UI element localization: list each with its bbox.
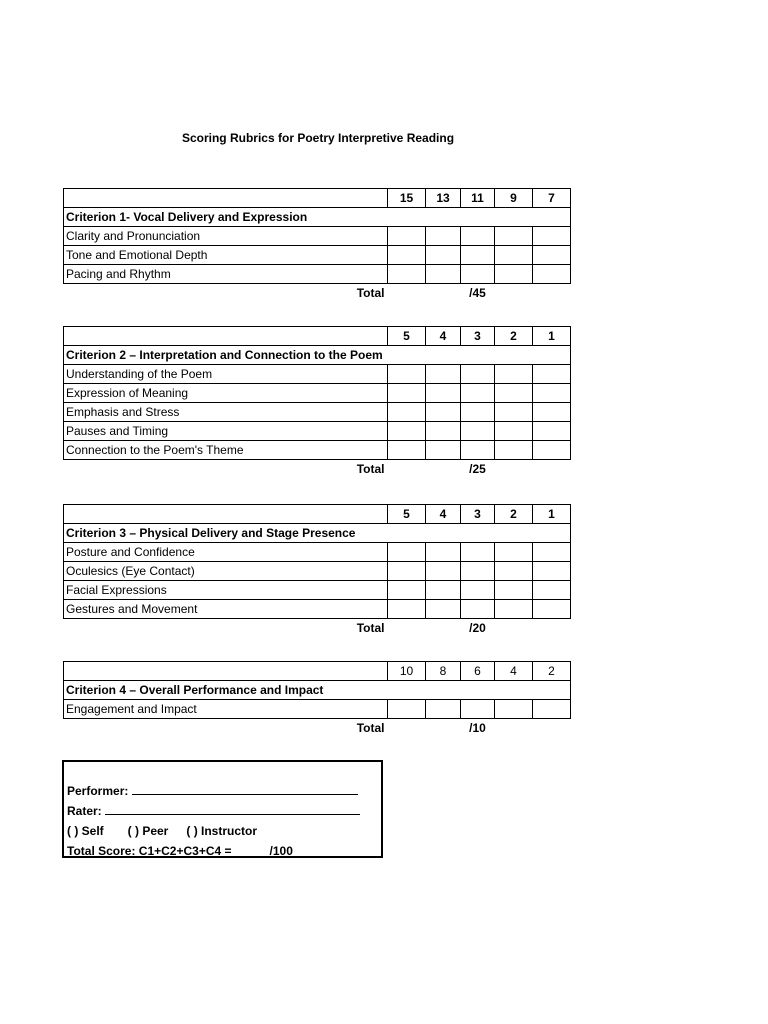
- score-cell[interactable]: [495, 227, 533, 246]
- score-cell[interactable]: [461, 246, 495, 265]
- score-cell[interactable]: [426, 543, 461, 562]
- performer-field[interactable]: [132, 784, 358, 795]
- score-header: 3: [461, 505, 495, 524]
- score-header: 3: [461, 327, 495, 346]
- rubric-item: Tone and Emotional Depth: [64, 246, 388, 265]
- score-cell[interactable]: [533, 581, 571, 600]
- rater-label: Rater:: [67, 804, 102, 818]
- score-cell[interactable]: [388, 246, 426, 265]
- score-cell[interactable]: [533, 384, 571, 403]
- rubric-item: Expression of Meaning: [64, 384, 388, 403]
- score-cell[interactable]: [461, 600, 495, 619]
- rater-type-options: [67, 824, 257, 838]
- score-cell[interactable]: [426, 581, 461, 600]
- score-cell[interactable]: [461, 562, 495, 581]
- total-score-value: /100: [269, 844, 293, 858]
- rubric-item: Gestures and Movement: [64, 600, 388, 619]
- empty-cell: [64, 505, 388, 524]
- score-cell[interactable]: [533, 441, 571, 460]
- score-header: 11: [461, 189, 495, 208]
- score-cell[interactable]: [461, 422, 495, 441]
- score-cell[interactable]: [426, 700, 461, 719]
- score-header: 13: [426, 189, 461, 208]
- score-cell[interactable]: [388, 422, 426, 441]
- score-cell[interactable]: [495, 543, 533, 562]
- score-header: 6: [461, 662, 495, 681]
- score-cell[interactable]: [495, 562, 533, 581]
- score-cell[interactable]: [388, 700, 426, 719]
- score-cell[interactable]: [533, 403, 571, 422]
- score-cell[interactable]: [495, 384, 533, 403]
- score-cell[interactable]: [426, 265, 461, 284]
- score-header: 4: [426, 505, 461, 524]
- total-value: /45: [469, 286, 486, 300]
- performer-label: Performer:: [67, 784, 129, 798]
- score-cell[interactable]: [495, 422, 533, 441]
- score-cell[interactable]: [388, 441, 426, 460]
- score-cell[interactable]: [533, 600, 571, 619]
- peer-option[interactable]: ( ) Peer: [127, 824, 169, 838]
- score-cell[interactable]: [461, 227, 495, 246]
- score-cell[interactable]: [495, 581, 533, 600]
- score-header: 1: [533, 327, 571, 346]
- score-cell[interactable]: [388, 600, 426, 619]
- criterion-2-table: [63, 326, 571, 478]
- rubric-item: Connection to the Poem's Theme: [64, 441, 388, 460]
- score-cell[interactable]: [533, 265, 571, 284]
- rubric-item: Understanding of the Poem: [64, 365, 388, 384]
- score-cell[interactable]: [388, 403, 426, 422]
- score-header: 8: [426, 662, 461, 681]
- rubric-item: Oculesics (Eye Contact): [64, 562, 388, 581]
- score-cell[interactable]: [426, 384, 461, 403]
- rubric-item: Clarity and Pronunciation: [64, 227, 388, 246]
- score-cell[interactable]: [426, 227, 461, 246]
- score-header-row: [64, 662, 571, 681]
- criterion-3-table: [63, 504, 571, 637]
- instructor-option[interactable]: ( ) Instructor: [186, 824, 258, 838]
- rubric-item: Posture and Confidence: [64, 543, 388, 562]
- performer-line: [67, 784, 358, 798]
- score-cell[interactable]: [426, 246, 461, 265]
- score-cell[interactable]: [426, 365, 461, 384]
- rubric-item: Pacing and Rhythm: [64, 265, 388, 284]
- score-header-row: [64, 189, 571, 208]
- score-header-row: [64, 505, 571, 524]
- rater-line: [67, 804, 360, 818]
- total-value: /20: [469, 621, 486, 635]
- score-header: 15: [388, 189, 426, 208]
- rubric-item: Emphasis and Stress: [64, 403, 388, 422]
- score-cell[interactable]: [533, 422, 571, 441]
- total-score-line: [67, 844, 293, 858]
- score-header: 5: [388, 327, 426, 346]
- score-cell[interactable]: [426, 441, 461, 460]
- score-summary-box: [62, 760, 383, 858]
- score-cell[interactable]: [533, 365, 571, 384]
- rater-field[interactable]: [105, 804, 360, 815]
- empty-cell: [64, 189, 388, 208]
- score-cell[interactable]: [533, 543, 571, 562]
- score-cell[interactable]: [426, 600, 461, 619]
- score-cell[interactable]: [461, 581, 495, 600]
- score-cell[interactable]: [533, 562, 571, 581]
- criterion-4-table: [63, 661, 571, 737]
- total-value: /25: [469, 462, 486, 476]
- score-header: 1: [533, 505, 571, 524]
- score-cell[interactable]: [461, 384, 495, 403]
- page-title: Scoring Rubrics for Poetry Interpretive Reading: [181, 131, 455, 145]
- score-header: 4: [495, 662, 533, 681]
- empty-cell: [64, 662, 388, 681]
- score-cell[interactable]: [388, 265, 426, 284]
- score-header: 2: [533, 662, 571, 681]
- empty-cell: [64, 327, 388, 346]
- score-cell[interactable]: [461, 543, 495, 562]
- score-header: 2: [495, 327, 533, 346]
- total-score-label: Total Score: C1+C2+C3+C4 =: [67, 844, 232, 858]
- score-cell[interactable]: [533, 227, 571, 246]
- score-cell[interactable]: [426, 403, 461, 422]
- self-option[interactable]: ( ) Self: [67, 824, 104, 838]
- score-cell[interactable]: [461, 700, 495, 719]
- score-cell[interactable]: [461, 365, 495, 384]
- score-cell[interactable]: [533, 700, 571, 719]
- score-cell[interactable]: [388, 581, 426, 600]
- score-cell[interactable]: [461, 441, 495, 460]
- score-cell[interactable]: [388, 562, 426, 581]
- score-cell[interactable]: [426, 422, 461, 441]
- score-header: 5: [388, 505, 426, 524]
- score-header: 9: [495, 189, 533, 208]
- criterion-1-table: [63, 188, 571, 302]
- criterion-heading: Criterion 1- Vocal Delivery and Expression: [64, 208, 571, 227]
- criterion-heading: Criterion 4 – Overall Performance and Impact: [64, 681, 571, 700]
- total-label: Total: [356, 621, 385, 635]
- score-header: 10: [388, 662, 426, 681]
- score-cell[interactable]: [388, 365, 426, 384]
- score-header: 2: [495, 505, 533, 524]
- score-header: 4: [426, 327, 461, 346]
- score-cell[interactable]: [495, 265, 533, 284]
- total-label: Total: [356, 721, 385, 735]
- score-cell[interactable]: [388, 384, 426, 403]
- score-header-row: [64, 327, 571, 346]
- rubric-item: Pauses and Timing: [64, 422, 388, 441]
- total-value: /10: [469, 721, 486, 735]
- score-cell[interactable]: [533, 246, 571, 265]
- score-header: 7: [533, 189, 571, 208]
- score-cell[interactable]: [495, 700, 533, 719]
- score-cell[interactable]: [495, 246, 533, 265]
- rubric-item: Facial Expressions: [64, 581, 388, 600]
- score-cell[interactable]: [495, 403, 533, 422]
- score-cell[interactable]: [495, 365, 533, 384]
- total-label: Total: [356, 462, 385, 476]
- score-cell[interactable]: [388, 543, 426, 562]
- score-cell[interactable]: [426, 562, 461, 581]
- score-cell[interactable]: [495, 600, 533, 619]
- total-label: Total: [356, 286, 385, 300]
- score-cell[interactable]: [461, 403, 495, 422]
- rubric-item: Engagement and Impact: [64, 700, 388, 719]
- score-cell[interactable]: [495, 441, 533, 460]
- criterion-heading: Criterion 2 – Interpretation and Connection to the Poem: [64, 346, 571, 365]
- score-cell[interactable]: [461, 265, 495, 284]
- criterion-heading: Criterion 3 – Physical Delivery and Stage Presence: [64, 524, 571, 543]
- score-cell[interactable]: [388, 227, 426, 246]
